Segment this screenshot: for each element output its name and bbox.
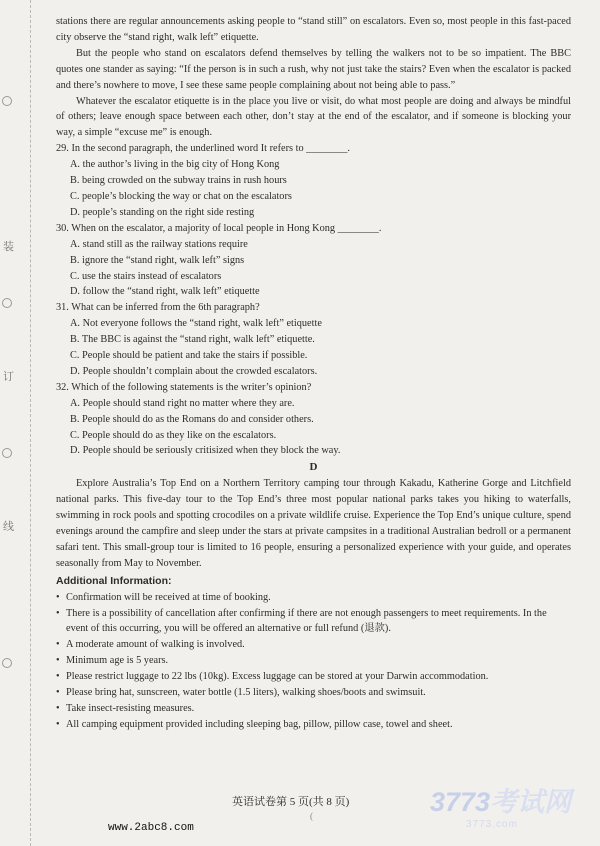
option-b: B. ignore the “stand right, walk left” signs	[70, 254, 245, 266]
binding-char: 装	[3, 241, 14, 253]
option-a: A. Not everyone follows the “stand right, walk left” etiquette	[70, 318, 322, 330]
info-item: • Take insect-resisting measures.	[56, 701, 571, 717]
question-stem: 31. What can be inferred from the 6th paragraph?	[56, 302, 260, 314]
option-list	[56, 157, 571, 221]
question-stem: 29. In the second paragraph, the underlined word It refers to ________.	[56, 143, 350, 155]
exam-page	[56, 14, 571, 733]
watermark-logo	[430, 780, 590, 830]
info-item: • Minimum age is 5 years.	[56, 653, 571, 669]
option-c: C. use the stairs instead of escalators	[70, 270, 222, 282]
option-c: C. people’s blocking the way or chat on the escalators	[70, 190, 292, 202]
section-label: D	[309, 461, 318, 474]
watermark-brand-text: 考试网	[490, 787, 572, 817]
question-30	[56, 221, 571, 301]
option-b: B. People should do as the Romans do and consider others.	[70, 413, 314, 425]
passage-paragraph: Whatever the escalator etiquette is in the place you live or visit, do what most people are doing and always be mindful of others; leave enough space between each other, don’t stay at the end of the escalator, and if someone is blocking your way, a simple “excuse me” is enough.	[56, 95, 571, 139]
binding-margin	[0, 0, 31, 846]
question-32	[56, 380, 571, 460]
binding-hole	[2, 658, 12, 668]
info-item: • Please restrict luggage to 22 lbs (10kg). Excess luggage can be stored at your Darwin accommodation.	[56, 669, 571, 685]
info-item: • A moderate amount of walking is involved.	[56, 637, 571, 653]
binding-hole	[2, 96, 12, 106]
option-a: A. the author’s living in the big city of Hong Kong	[70, 159, 280, 171]
option-c: C. People should be patient and take the stairs if possible.	[70, 350, 308, 362]
passage-paragraph: But the people who stand on escalators defend themselves by telling the walkers not to be so impatient. The BBC quotes one stander as saying: “If the person is in such a rush, why not just take the stairs? Even when the escalator is packed and there’s nowhere to move, I see these same people complaining about not being able to pass.”	[56, 47, 571, 91]
binding-hole	[2, 448, 12, 458]
option-list	[56, 316, 571, 380]
option-d: D. People should be seriously critisized when they block the way.	[70, 445, 341, 457]
question-31	[56, 300, 571, 380]
option-list	[56, 396, 571, 460]
watermark-brand	[430, 780, 590, 819]
binding-char: 订	[3, 371, 14, 383]
option-d: D. people’s standing on the right side resting	[70, 206, 255, 218]
watermark-brand-number: 3773	[430, 787, 491, 817]
question-stem: 32. Which of the following statements is the writer’s opinion?	[56, 381, 312, 393]
watermark-url: www.2abc8.com	[108, 822, 194, 834]
option-d: D. follow the “stand right, walk left” etiquette	[70, 286, 260, 298]
question-29	[56, 141, 571, 221]
option-b: B. being crowded on the subway trains in rush hours	[70, 175, 287, 187]
option-d: D. People shouldn’t complain about the crowded escalators.	[70, 365, 318, 377]
watermark-site: 3773.com	[466, 819, 518, 830]
passage-paragraph: Explore Australia’s Top End on a Northern Territory camping tour through Kakadu, Katherine Gorge and Litchfield national parks. This five-day tour to the Top End’s three most popular national parks takes you hiking to waterfalls, swimming in rock pools and spotting crocodiles on a private wildlife cruise. Experience the Top End’s unique culture, spend evenings around the campfire and sleep under the stars at private campsites in a traditional Australian bedroll or a permanent safari tent. This small-group tour is limited to 16 people, ensuring a personalized experience with your guide, and operates seasonally from May to November.	[56, 478, 571, 569]
option-a: A. stand still as the railway stations require	[70, 238, 248, 250]
page-number: 英语试卷第 5 页(共 8 页)	[232, 796, 350, 808]
option-list	[56, 237, 571, 301]
info-list	[56, 590, 571, 733]
info-item: • Confirmation will be received at time of booking.	[56, 590, 571, 606]
binding-char: 线	[3, 521, 14, 533]
option-a: A. People should stand right no matter where they are.	[70, 397, 295, 409]
info-item: • There is a possibility of cancellation after confirming if there are not enough passengers to meet requirements. In the event of this occurring, you will be offered an alternative or full refund (退款).	[56, 606, 571, 638]
option-c: C. People should do as they like on the escalators.	[70, 429, 277, 441]
info-item: • Please bring hat, sunscreen, water bottle (1.5 liters), walking shoes/boots and swimsuit.	[56, 685, 571, 701]
question-stem: 30. When on the escalator, a majority of local people in Hong Kong ________.	[56, 222, 382, 234]
info-heading: Additional Information:	[56, 574, 172, 587]
option-b: B. The BBC is against the “stand right, walk left” etiquette.	[70, 334, 315, 346]
binding-hole	[2, 298, 12, 308]
info-item: • All camping equipment provided including sleeping bag, pillow, pillow case, towel and sheet.	[56, 717, 571, 733]
page-sub-mark: (	[310, 811, 313, 821]
passage-paragraph: stations there are regular announcements asking people to “stand still” on escalators. Even so, most people in this fast-paced city observe the “stand right, walk left” etiquette.	[56, 16, 571, 43]
